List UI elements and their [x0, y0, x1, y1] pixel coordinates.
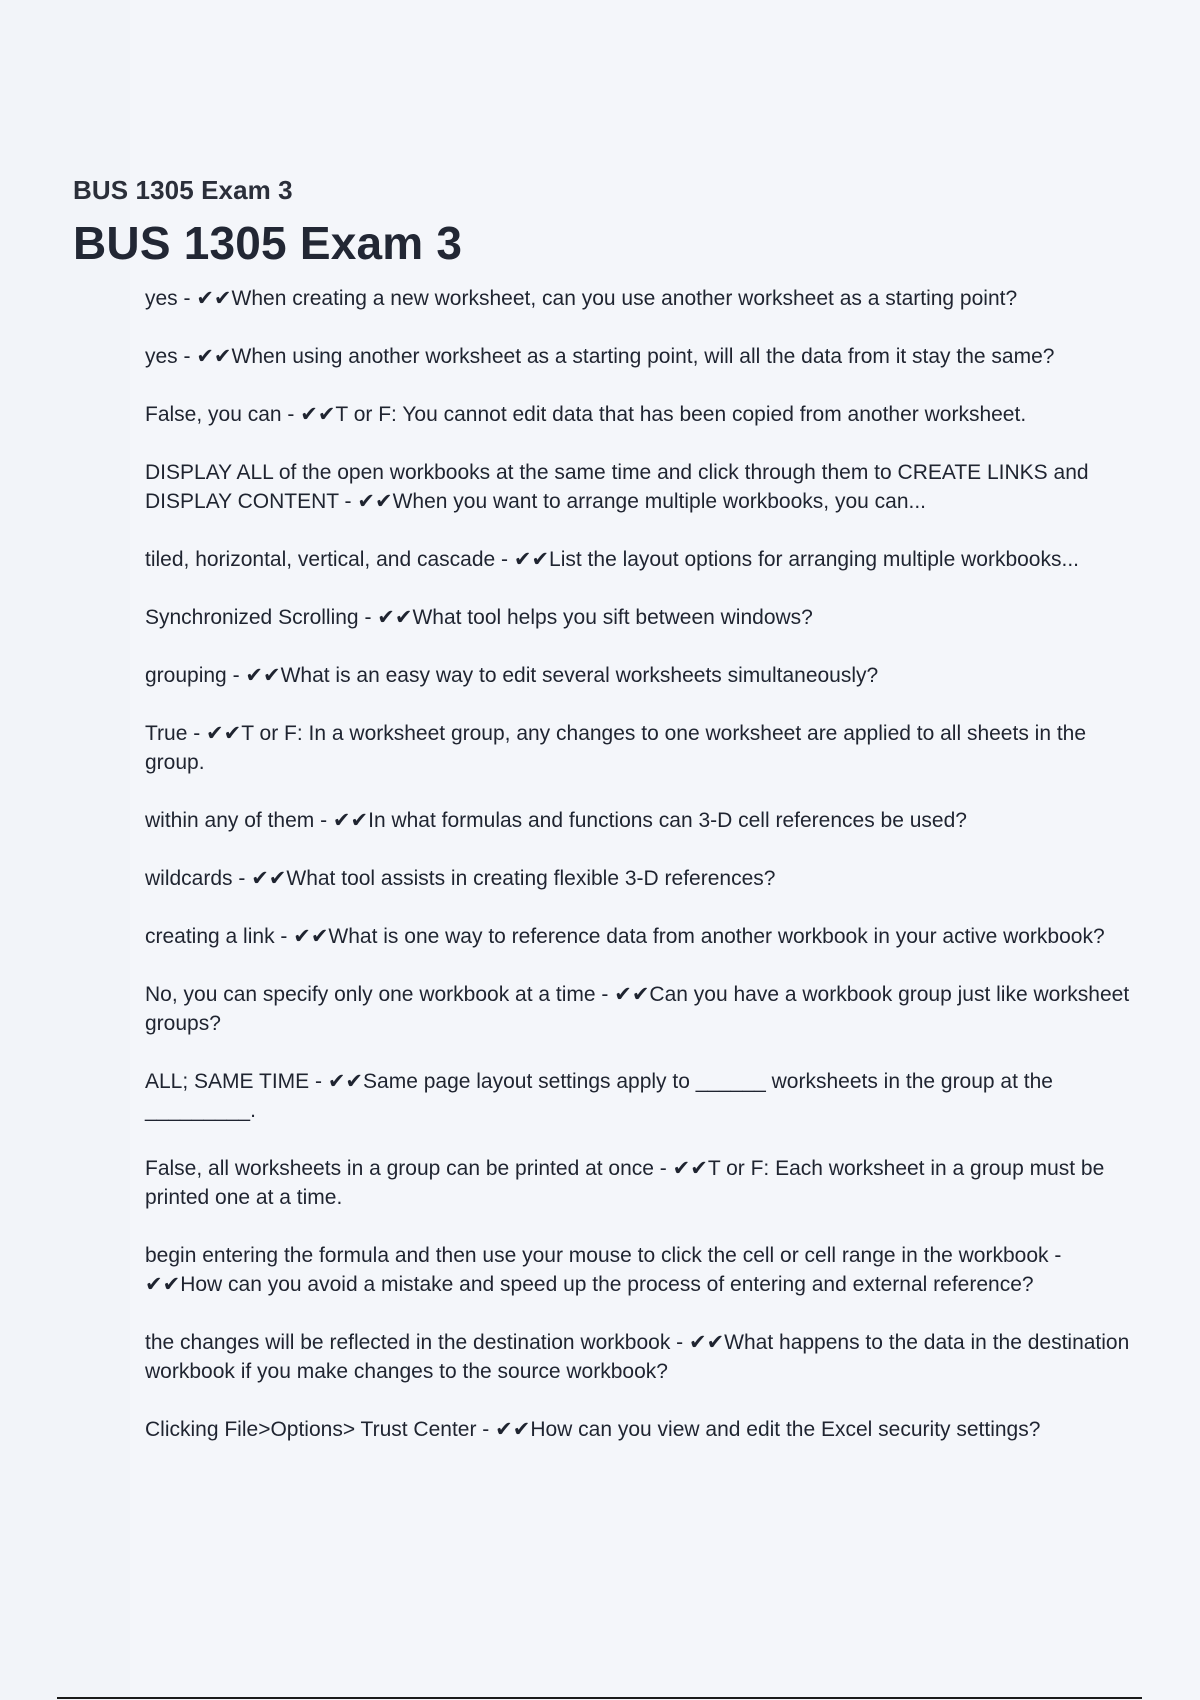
list-item: yes - ✔✔When creating a new worksheet, can you use another worksheet as a starting point? [145, 287, 1018, 310]
page-title: BUS 1305 Exam 3 [73, 217, 463, 269]
qa-list [145, 284, 1135, 1473]
list-item: tiled, horizontal, vertical, and cascade - ✔✔List the layout options for arranging multiple workbooks... [145, 548, 1079, 571]
list-item: ALL; SAME TIME - ✔✔Same page layout settings apply to ______ worksheets in the group at the _________. [145, 1070, 1053, 1122]
list-item: the changes will be reflected in the destination workbook - ✔✔What happens to the data in the destination workbook if you make changes to the source workbook? [145, 1331, 1130, 1383]
document-header-title: BUS 1305 Exam 3 [73, 175, 293, 205]
list-item: DISPLAY ALL of the open workbooks at the same time and click through them to CREATE LINKS and DISPLAY CONTENT - ✔✔When you want to arrange multiple workbooks, you can... [145, 461, 1089, 513]
list-item: within any of them - ✔✔In what formulas and functions can 3-D cell references be used? [145, 809, 967, 832]
list-item: grouping - ✔✔What is an easy way to edit several worksheets simultaneously? [145, 664, 879, 687]
list-item: False, all worksheets in a group can be printed at once - ✔✔T or F: Each worksheet in a group must be printed one at a time. [145, 1157, 1105, 1209]
list-item: wildcards - ✔✔What tool assists in creating flexible 3-D references? [145, 867, 776, 890]
list-item: begin entering the formula and then use your mouse to click the cell or cell range in the workbook - ✔✔How can you avoid a mistake and speed up the process of entering and external reference? [145, 1244, 1062, 1296]
list-item: Clicking File>Options> Trust Center - ✔✔How can you view and edit the Excel security settings? [145, 1418, 1041, 1441]
list-item: True - ✔✔T or F: In a worksheet group, any changes to one worksheet are applied to all sheets in the group. [145, 722, 1087, 774]
list-item: Synchronized Scrolling - ✔✔What tool helps you sift between windows? [145, 606, 813, 629]
list-item: creating a link - ✔✔What is one way to reference data from another workbook in your active workbook? [145, 925, 1105, 948]
bottom-divider [57, 1697, 1142, 1699]
list-item: False, you can - ✔✔T or F: You cannot edit data that has been copied from another worksheet. [145, 403, 1027, 426]
list-item: yes - ✔✔When using another worksheet as a starting point, will all the data from it stay the same? [145, 345, 1055, 368]
list-item: No, you can specify only one workbook at a time - ✔✔Can you have a workbook group just like worksheet groups? [145, 983, 1130, 1035]
